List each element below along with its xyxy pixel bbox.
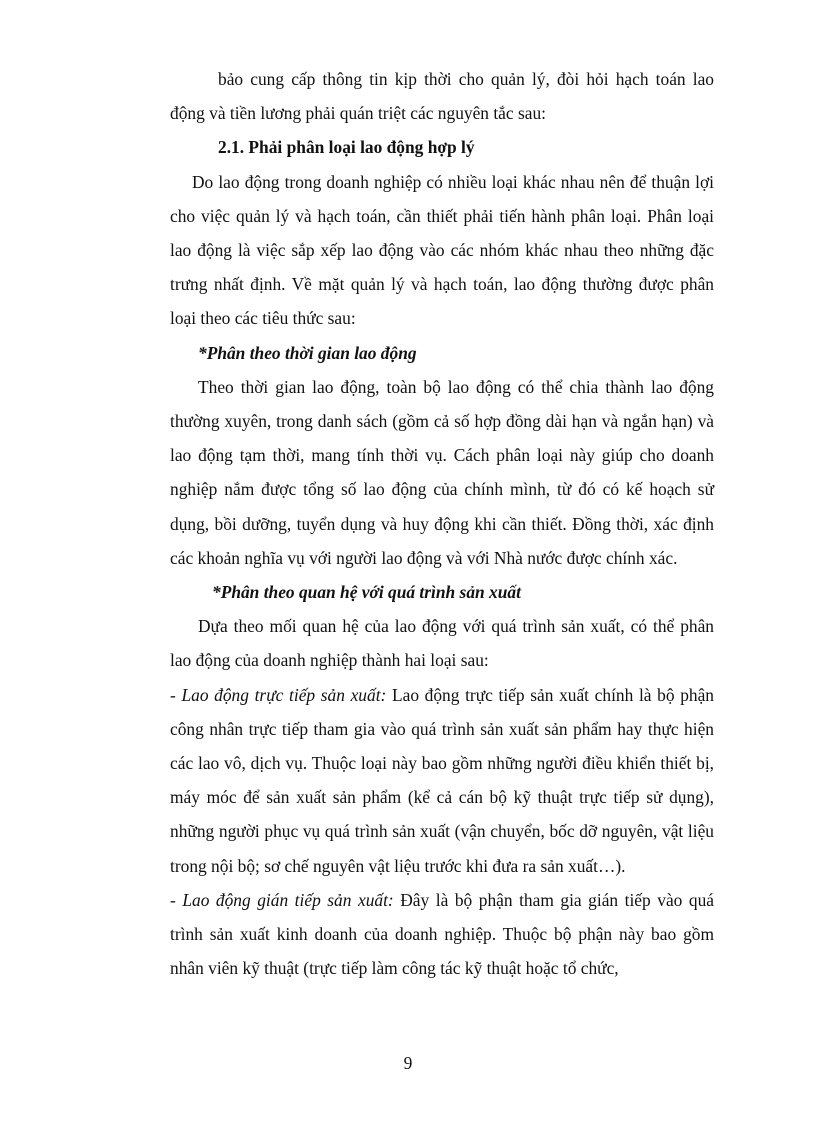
bullet-dash: - [170,684,182,705]
paragraph-time: Theo thời gian lao động, toàn bộ lao động có thể chia thành lao động thường xuyên, trong danh sách (gồm cả số hợp đồng dài hạn và ngắn hạn) và lao động tạm thời, mang tính thời vụ. Cách phân loại này giúp cho doanh nghiệp nắm được tổng số lao động của chính mình, từ đó có kế hoạch sử dụng, bồi dưỡng, tuyển dụng và huy động khi cần thiết. Đồng thời, xác định các khoản nghĩa vụ với người lao động và với Nhà nước được chính xác. [170,376,714,568]
page-number: 9 [403,1053,413,1073]
bullet-text-direct: Lao động trực tiếp sản xuất chính là bộ phận công nhân trực tiếp tham gia vào quá trình sản xuất sản phẩm hay thực hiện các lao vô, dịch vụ. Thuộc loại này bao gồm những người điều khiển thiết bị, máy móc để sản xuất sản phẩm (kể cả cán bộ kỹ thuật trực tiếp sử dụng), những người phục vụ quá trình sản xuất (vận chuyển, bốc dỡ nguyên, vật liệu trong nội bộ; sơ chế nguyên vật liệu trước khi đưa ra sản xuất…). [170,684,715,876]
bullet-term-direct: Lao động trực tiếp sản xuất: [181,684,387,705]
bullet-text-indirect: Đây là bộ phận tham gia gián tiếp vào quá trình sản xuất kinh doanh của doanh nghiệp. Thuộc bộ phận này bao gồm nhân viên kỹ thuật (trực tiếp làm công tác kỹ thuật hoặc tổ chức, [170,889,715,979]
subheading-time: *Phân theo thời gian lao động [198,342,417,363]
document-body [170,62,714,985]
subheading-relation: *Phân theo quan hệ với quá trình sản xuất [212,582,521,603]
paragraph-relation: Dựa theo mối quan hệ của lao động với quá trình sản xuất, có thể phân lao động của doanh nghiệp thành hai loại sau: [170,616,714,671]
paragraph-classify: Do lao động trong doanh nghiệp có nhiều loại khác nhau nên để thuận lợi cho việc quản lý và hạch toán, cần thiết phải tiến hành phân loại. Phân loại lao động là việc sắp xếp lao động vào các nhóm khác nhau theo những đặc trưng nhất định. Về mặt quản lý và hạch toán, lao động thường được phân loại theo các tiêu thức sau: [170,171,714,329]
heading-2-1: 2.1. Phải phân loại lao động hợp lý [218,137,475,158]
bullet-term-indirect: Lao động gián tiếp sản xuất: [182,889,394,910]
bullet-dash: - [170,889,183,910]
bullet-direct-production [170,678,714,883]
paragraph-intro: bảo cung cấp thông tin kịp thời cho quản lý, đòi hỏi hạch toán lao động và tiền lương phải quán triệt các nguyên tắc sau: [170,69,714,124]
bullet-indirect-production [170,883,714,986]
